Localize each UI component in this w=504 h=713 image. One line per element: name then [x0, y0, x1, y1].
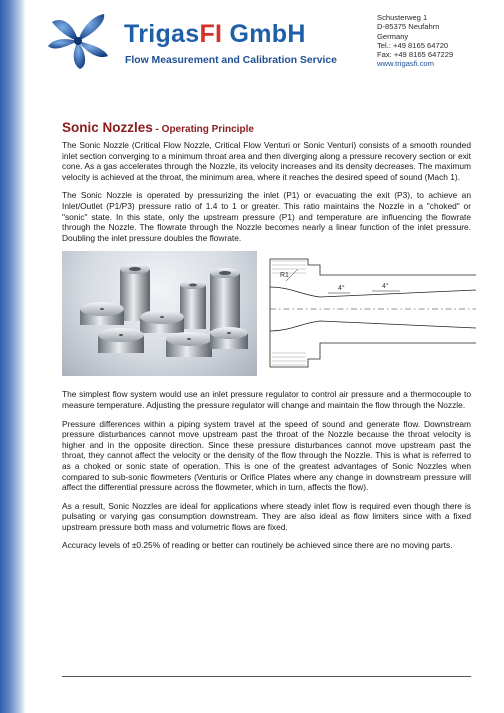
company-address [377, 13, 453, 69]
paragraph-intro: The Sonic Nozzle (Critical Flow Nozzle, Critical Flow Venturi or Sonic Venturi) consists of a smooth rounded inlet section converging to a minimum throat area and then diverging along a pressure recovery section or exit cone. As a gas accelerates through the Nozzle, its velocity increases and its density decreases. The maximum velocity is achieved at the throat, the minimum area, where it reaches the desired speed of sound (Mach 1). [62, 140, 471, 182]
company-tagline: Flow Measurement and Calibration Service [125, 55, 337, 66]
propeller-logo-icon [44, 12, 112, 70]
paragraph-applications: As a result, Sonic Nozzles are ideal for applications where steady inlet flow is required even though there is pulsating or varying gas consumption downstream. They are also ideal as flow limiters since with a fixed upstream pressure both mass and volumetric flows are fixed. [62, 500, 471, 532]
company-logo [44, 12, 364, 72]
address-website-link[interactable]: www.trigasfi.com [377, 59, 434, 69]
address-street: Schusterweg 1 [377, 13, 428, 22]
paragraph-accuracy: Accuracy levels of ±0.25% of reading or better can routinely be achieved since there are no moving parts. [62, 540, 453, 551]
paragraph-operation: The Sonic Nozzle is operated by pressurizing the inlet (P1) or evacuating the exit (P3), to achieve an Inlet/Outlet (P1/P3) pressure ratio of 1.4 to 1 or greater. This ratio maintains the Nozzle in a "choked" or "sonic" state. In this state, only the upstream pressure (P1) and temperature are influencing the flowrate through the Nozzle. The flowrate through the Nozzle becomes nearly a linear function of the inlet pressure. Doubling the inlet pressure doubles the flowrate. [62, 190, 471, 243]
footer-rule [62, 676, 471, 677]
nozzle-cross-section-drawing [268, 257, 476, 373]
nozzle-pieces-image [62, 251, 257, 376]
article-body [62, 120, 471, 559]
figures-row [62, 251, 471, 381]
address-city: D-85375 Neufahrn [377, 22, 440, 32]
address-fax: Fax: +49 8165 647229 [377, 50, 454, 60]
exit-angle-label: 4° [382, 283, 389, 291]
paragraph-simple-system: The simplest flow system would use an inlet pressure regulator to control air pressure and a thermocouple to measure temperature. Adjusting the pressure regulator will change and maintain the flow through the Nozzle. [62, 389, 471, 410]
address-country: Germany [377, 31, 409, 41]
paragraph-pressure: Pressure differences within a piping system travel at the speed of sound and generate flow. Downstream pressure disturbances cannot move upstream past the throat of the Nozzle because the throat velocity is higher and in the opposite direction. Since these pressure disturbances cannot move upstream past the throat, they cannot affect the velocity or the density of the flow through the Nozzle. This is what is referred to as a choked or sonic state of operation. This is one of the greatest advantages of Sonic Nozzles when compared to sub-sonic flowmeters (Venturis or Orifice Plates where any change in downstream pressure will affect the differential pressure across the flowmeter, which in turn, affects the flow). [62, 418, 471, 493]
article-title: Sonic Nozzles - Operating Principle [62, 120, 254, 135]
radius-label: R1 [280, 272, 289, 280]
address-tel: Tel.: +49 8165 64720 [377, 40, 449, 50]
blue-gradient-sidebar [0, 0, 26, 713]
sonic-nozzles-photo [62, 251, 257, 376]
company-name: TrigasFI GmbH [124, 20, 306, 48]
inlet-angle-label: 4° [338, 285, 345, 293]
